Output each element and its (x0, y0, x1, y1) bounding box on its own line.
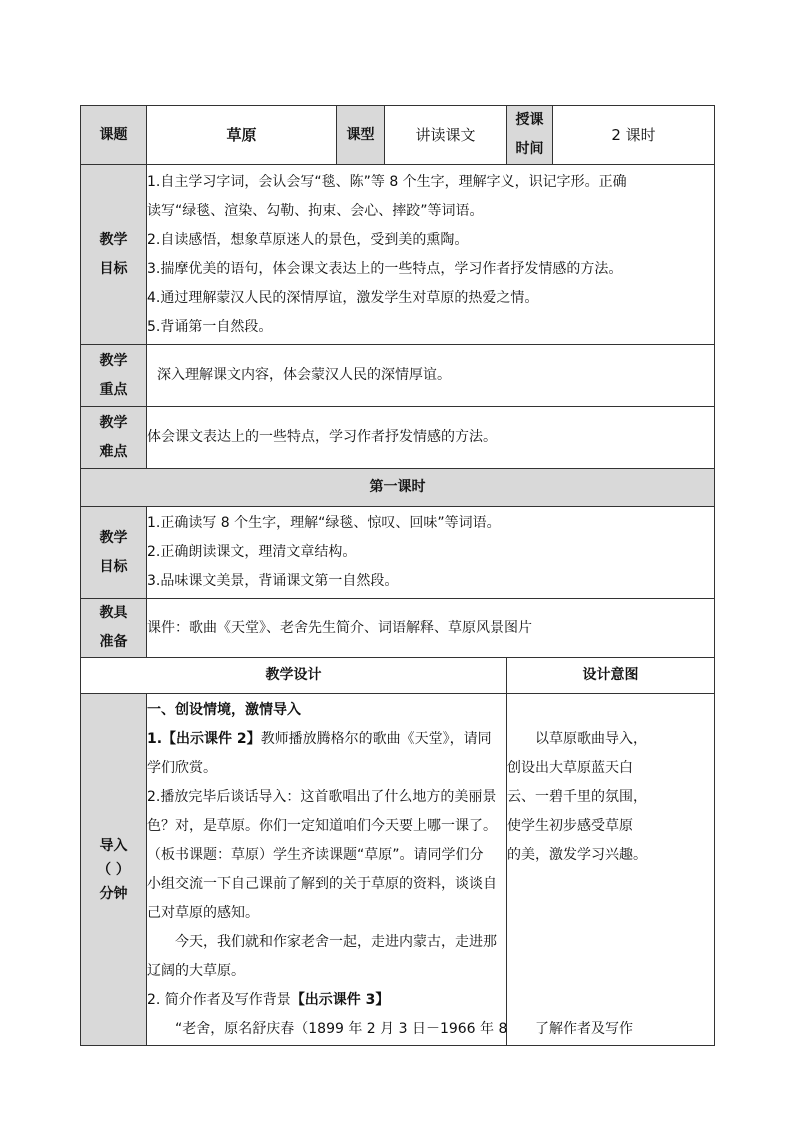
key-points-row (81, 345, 715, 407)
time-label-line2: 时间 (515, 141, 544, 157)
lesson1-title: 第一课时 (81, 469, 715, 507)
goal-line: 3.揣摩优美的语句，体会课文表达上的一些特点，学习作者抒发情感的方法。 (147, 260, 623, 277)
goals-label (81, 165, 147, 345)
design-line: 小组交流一下自己课前了解到的关于草原的资料，谈谈自 (147, 876, 497, 892)
lesson1-title-row (81, 469, 715, 507)
difficulties-label-line1: 教学 (99, 414, 128, 431)
tools-text: 课件：歌曲《天堂》、老舍先生简介、词语解释、草原风景图片 (147, 599, 715, 658)
intent-line: 使学生初步感受草原 (507, 818, 633, 834)
design-column-header: 教学设计 (81, 658, 507, 694)
goal-line: 4.通过理解蒙汉人民的深情厚谊，激发学生对草原的热爱之情。 (147, 289, 539, 306)
type-value: 讲读课文 (385, 106, 507, 165)
intent-column-header: 设计意图 (507, 658, 715, 694)
goal-line: 5.背诵第一自然段。 (147, 318, 273, 335)
design-line: 色？对，是草原。你们一定知道咱们今天要上哪一课了。 (147, 818, 497, 834)
design-line: （板书课题：草原）学生齐读课题“草原”。请同学们分 (147, 847, 484, 863)
design-line: 今天，我们就和作家老舍一起，走进内蒙古，走进那 (175, 934, 497, 950)
design-line: 2. 简介作者及写作背景【出示课件 3】 (147, 992, 390, 1008)
lesson1-goals-row (81, 507, 715, 599)
topic-label: 课题 (81, 106, 147, 165)
key-points-label (81, 345, 147, 407)
design-line-start: 2. 简介作者及写作背景 (147, 992, 291, 1008)
time-value: 2 课时 (553, 106, 715, 165)
intent-line: 了解作者及写作 (535, 1021, 633, 1037)
key-points-label-line2: 重点 (99, 381, 128, 398)
design-line: 2.播放完毕后谈话导入：这首歌唱出了什么地方的美丽景 (147, 789, 497, 805)
lesson1-goal-line: 1.正确读写 8 个生字，理解“绿毯、惊叹、回味”等词语。 (147, 515, 501, 531)
lesson1-goal-line: 2.正确朗读课文，理清文章结构。 (147, 544, 357, 560)
goal-line: 2.自读感悟，想象草原迷人的景色，受到美的熏陶。 (147, 231, 469, 248)
design-line-rest: 教师播放腾格尔的歌曲《天堂》，请同 (260, 731, 492, 747)
tools-row (81, 599, 715, 658)
lesson-plan-table (80, 105, 715, 1046)
design-line: “老舍，原名舒庆春（1899 年 2 月 3 日－1966 年 8 (175, 1021, 508, 1037)
time-label-line1: 授课 (515, 112, 544, 128)
design-line: 辽阔的大草原。 (147, 963, 245, 979)
goals-label-line1: 教学 (99, 231, 128, 248)
difficulties-text: 体会课文表达上的一些特点，学习作者抒发情感的方法。 (147, 407, 715, 469)
goals-label-line2: 目标 (99, 260, 128, 277)
intent-line: 创设出大草原蓝天白 (507, 760, 633, 776)
intent-content (507, 694, 715, 1046)
intent-line: 以草原歌曲导入， (535, 731, 647, 747)
lesson1-goals-label-line1: 教学 (99, 529, 128, 546)
goals-content (147, 165, 715, 345)
difficulties-label-line2: 难点 (99, 443, 128, 460)
tools-label-line2: 准备 (99, 634, 128, 650)
intent-line: 的美，激发学习兴趣。 (507, 847, 647, 863)
difficulties-row (81, 407, 715, 469)
design-header-row (81, 658, 715, 694)
intent-spacer (507, 870, 714, 1015)
design-heading: 一、创设情境，激情导入 (147, 702, 301, 718)
lesson1-goal-line: 3.品味课文美景，背诵课文第一自然段。 (147, 573, 399, 589)
intro-label-line1: 导入 (99, 837, 128, 854)
goal-line: 读写“绿毯、渲染、勾勒、拘束、会心、摔跤”等词语。 (147, 202, 484, 219)
goal-line: 1.自主学习字词，会认会写“毯、陈”等 8 个生字，理解字义，识记字形。正确 (147, 173, 627, 190)
tools-label (81, 599, 147, 658)
lesson1-goals-label (81, 507, 147, 599)
key-points-label-line1: 教学 (99, 352, 128, 369)
type-label: 课型 (337, 106, 385, 165)
design-line: 学们欣赏。 (147, 760, 217, 776)
intent-line: 云、一碧千里的氛围， (507, 789, 647, 805)
design-content (147, 694, 507, 1046)
key-points-text: 深入理解课文内容，体会蒙汉人民的深情厚谊。 (147, 345, 715, 407)
header-row (81, 106, 715, 165)
tools-label-line1: 教具 (99, 605, 128, 621)
intro-time-label (81, 694, 147, 1046)
intro-label-line3: 分钟 (99, 885, 128, 902)
design-line: 1.【出示课件 2】教师播放腾格尔的歌曲《天堂》，请同 (147, 731, 492, 747)
goals-row (81, 165, 715, 345)
difficulties-label (81, 407, 147, 469)
topic-value: 草原 (147, 106, 337, 165)
design-content-row (81, 694, 715, 1046)
design-line: 己对草原的感知。 (147, 905, 259, 921)
lesson1-goals-label-line2: 目标 (99, 558, 128, 575)
lesson1-goals-content (147, 507, 715, 599)
intro-label-line2: （ ） (97, 861, 130, 878)
time-label (507, 106, 553, 165)
